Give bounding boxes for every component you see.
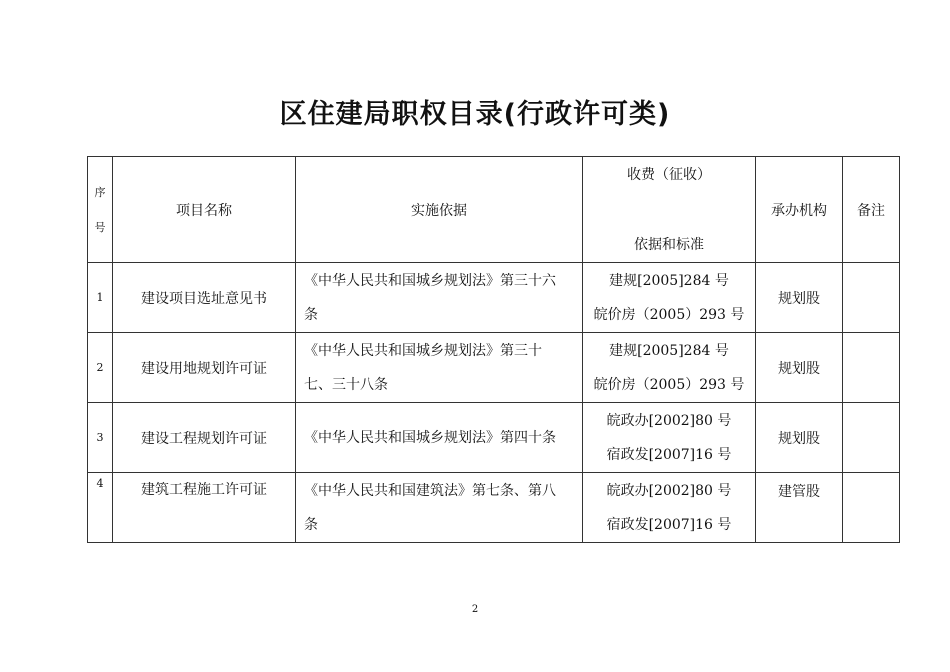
header-fee bbox=[583, 157, 756, 263]
row-basis bbox=[296, 263, 583, 333]
row-basis-line1: 《中华人民共和国建筑法》第七条、第八 bbox=[304, 482, 556, 499]
row-name: 建设项目选址意见书 bbox=[113, 263, 296, 333]
table-header-row bbox=[88, 157, 900, 263]
row-seq: 4 bbox=[88, 473, 113, 543]
row-name: 建设用地规划许可证 bbox=[113, 333, 296, 403]
page-number: 2 bbox=[471, 604, 479, 615]
row-fee bbox=[583, 473, 756, 543]
row-basis bbox=[296, 333, 583, 403]
row-fee-line1: 建规[2005]284 号 bbox=[609, 342, 729, 359]
row-fee bbox=[583, 403, 756, 473]
table-row bbox=[88, 473, 900, 543]
row-basis bbox=[296, 403, 583, 473]
header-seq-line1: 序 bbox=[94, 185, 106, 199]
row-basis-line2: 条 bbox=[304, 516, 318, 533]
row-org: 规划股 bbox=[756, 403, 843, 473]
page-title: 区住建局职权目录(行政许可类) bbox=[279, 99, 671, 130]
row-fee bbox=[583, 263, 756, 333]
row-fee bbox=[583, 333, 756, 403]
row-basis-line1: 《中华人民共和国城乡规划法》第四十条 bbox=[304, 429, 556, 446]
row-note bbox=[843, 263, 900, 333]
table-row bbox=[88, 263, 900, 333]
row-fee-line2: 宿政发[2007]16 号 bbox=[606, 516, 732, 533]
row-org: 建管股 bbox=[756, 473, 843, 543]
row-basis-line2: 七、三十八条 bbox=[304, 376, 388, 393]
row-note bbox=[843, 333, 900, 403]
row-basis bbox=[296, 473, 583, 543]
row-basis-line2: 条 bbox=[304, 306, 318, 323]
authority-table bbox=[87, 156, 900, 543]
row-name: 建设工程规划许可证 bbox=[113, 403, 296, 473]
header-seq bbox=[88, 157, 113, 263]
header-name: 项目名称 bbox=[113, 157, 296, 263]
header-basis: 实施依据 bbox=[296, 157, 583, 263]
header-org: 承办机构 bbox=[756, 157, 843, 263]
table-row bbox=[88, 403, 900, 473]
row-fee-line1: 皖政办[2002]80 号 bbox=[606, 482, 732, 499]
header-fee-line2: 依据和标准 bbox=[634, 236, 704, 253]
row-seq: 3 bbox=[88, 403, 113, 473]
row-seq: 1 bbox=[88, 263, 113, 333]
header-fee-line1: 收费（征收） bbox=[627, 166, 711, 183]
header-note: 备注 bbox=[843, 157, 900, 263]
row-fee-line2: 皖价房（2005）293 号 bbox=[593, 306, 745, 323]
row-note bbox=[843, 403, 900, 473]
row-org: 规划股 bbox=[756, 333, 843, 403]
row-fee-line2: 皖价房（2005）293 号 bbox=[593, 376, 745, 393]
row-fee-line1: 皖政办[2002]80 号 bbox=[606, 412, 732, 429]
row-name: 建筑工程施工许可证 bbox=[113, 473, 296, 543]
table-row bbox=[88, 333, 900, 403]
row-fee-line1: 建规[2005]284 号 bbox=[609, 272, 729, 289]
row-note bbox=[843, 473, 900, 543]
row-fee-line2: 宿政发[2007]16 号 bbox=[606, 446, 732, 463]
row-basis-line1: 《中华人民共和国城乡规划法》第三十 bbox=[304, 342, 542, 359]
header-seq-line2: 号 bbox=[94, 220, 106, 234]
row-basis-line1: 《中华人民共和国城乡规划法》第三十六 bbox=[304, 272, 556, 289]
row-org: 规划股 bbox=[756, 263, 843, 333]
row-seq: 2 bbox=[88, 333, 113, 403]
